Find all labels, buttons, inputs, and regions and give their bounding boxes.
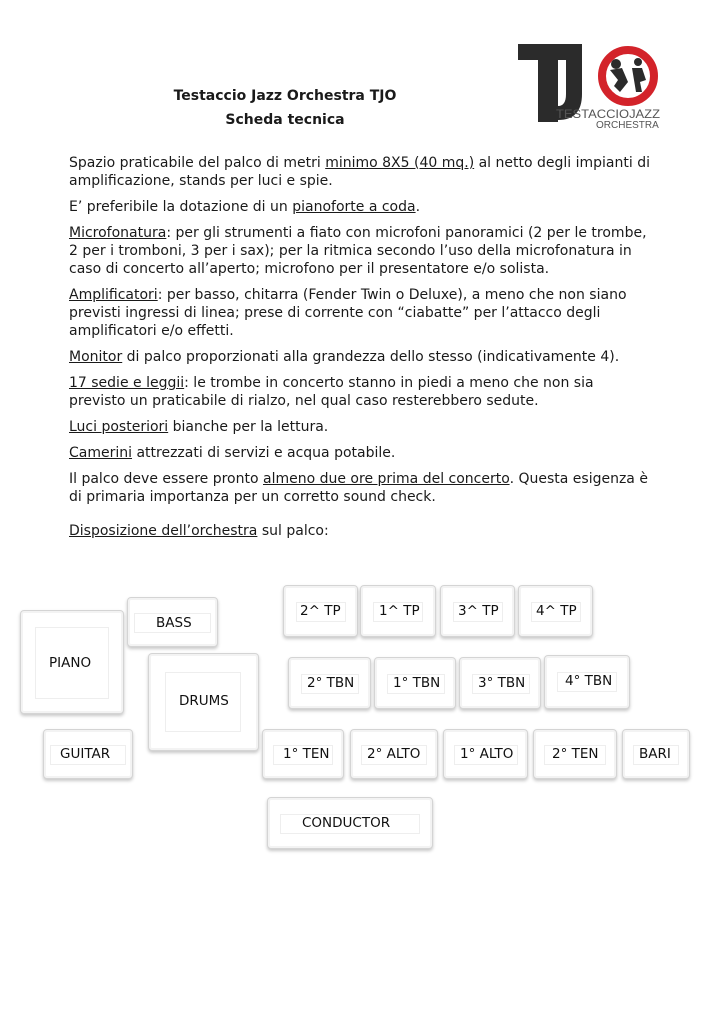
dancers-icon	[610, 58, 646, 92]
stage-box-ten2: 2° TEN	[533, 729, 617, 779]
logo-o	[602, 50, 654, 102]
paragraph-stage-size: Spazio praticabile del palco di metri minimo 8X5 (40 mq.) al netto degli impianti di amplificazione, stands per luci e spie.	[69, 155, 650, 189]
stage-box-drums: DRUMS	[148, 653, 259, 751]
paragraph-monitor: Monitor di palco proporzionati alla grandezza dello stesso (indicativamente 4).	[69, 349, 620, 365]
paragraph-dressing-rooms: Camerini attrezzati di servizi e acqua potabile.	[69, 445, 396, 461]
document-title: Testaccio Jazz Orchestra TJO	[173, 88, 397, 104]
paragraph-amplifiers: Amplificatori: per basso, chitarra (Fender Twin o Deluxe), a meno che non siano previsti ingressi di linea; prese di corrente con “ciabatte” per l’attacco degli amplificatori e/o effetti.	[69, 287, 627, 339]
paragraph-lights: Luci posteriori bianche per la lettura.	[69, 419, 329, 435]
paragraph-readiness: Il palco deve essere pronto almeno due ore prima del concerto. Questa esigenza è di primaria importanza per un corretto sound check.	[69, 471, 648, 505]
technical-specs	[69, 154, 654, 548]
tjo-logo	[516, 38, 666, 130]
stage-box-ten1: 1° TEN	[262, 729, 344, 779]
logo-line1: TESTACCIOJAZZ	[556, 109, 660, 121]
stage-box-alto1: 1° ALTO	[443, 729, 528, 779]
document-subtitle: Scheda tecnica	[225, 112, 345, 128]
stage-box-guitar: GUITAR	[43, 729, 133, 779]
stage-box-conductor: CONDUCTOR	[267, 797, 433, 849]
paragraph-microphones: Microfonatura: per gli strumenti a fiato con microfoni panoramici (2 per le trombe, 2 per i tromboni, 3 per i sax); per la ritmica secondo l’uso della microfonatura in caso di concerto all’aperto; microfono per il presentatore e/o solista.	[69, 225, 647, 277]
stage-box-tbn4: 4° TBN	[544, 655, 630, 709]
stage-box-tp3: 3^ TP	[440, 585, 515, 637]
logo-line2: ORCHESTRA	[596, 120, 659, 130]
stage-box-tbn3: 3° TBN	[459, 657, 541, 709]
paragraph-piano: E’ preferibile la dotazione di un pianoforte a coda.	[69, 199, 421, 215]
stage-box-bari: BARI	[622, 729, 690, 779]
stage-box-tbn2: 2° TBN	[288, 657, 371, 709]
stage-box-alto2: 2° ALTO	[350, 729, 438, 779]
paragraph-layout-heading: Disposizione dell’orchestra sul palco:	[69, 523, 329, 539]
stage-box-piano: PIANO	[20, 610, 124, 714]
stage-box-tp2: 2^ TP	[283, 585, 358, 637]
stage-box-tbn1: 1° TBN	[374, 657, 456, 709]
stage-box-bass: BASS	[127, 597, 218, 647]
stage-box-tp4: 4^ TP	[518, 585, 593, 637]
stage-box-tp1: 1^ TP	[360, 585, 436, 637]
paragraph-chairs: 17 sedie e leggii: le trombe in concerto stanno in piedi a meno che non sia previsto un praticabile di rialzo, nel qual caso resterebbero sedute.	[69, 375, 594, 409]
